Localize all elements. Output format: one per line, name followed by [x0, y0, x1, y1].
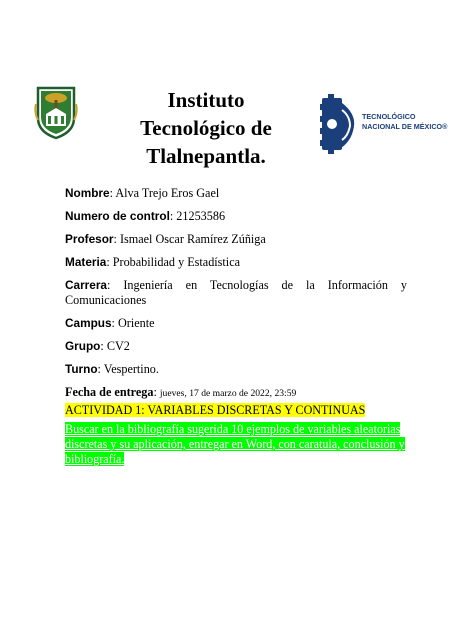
- control-row: [65, 209, 407, 224]
- campus-row: [65, 316, 407, 331]
- activity-title: [65, 403, 407, 418]
- fecha-label: Fecha de entrega: [65, 385, 154, 399]
- grupo-value: : CV2: [100, 339, 130, 353]
- tecnm-wordmark: [362, 112, 458, 132]
- profesor-value: : Ismael Oscar Ramírez Zúñiga: [113, 232, 266, 246]
- campus-label: Campus: [65, 316, 112, 330]
- institute-title: [82, 86, 330, 170]
- materia-row: [65, 255, 407, 270]
- turno-value: : Vespertino.: [97, 362, 159, 376]
- title-line-2: Tecnológico de Tlalnepantla.: [140, 116, 272, 168]
- tecnm-gear-logo-icon: [320, 92, 358, 156]
- activity-title-text: ACTIVIDAD 1: VARIABLES DISCRETAS Y CONTINUAS: [65, 403, 366, 417]
- turno-row: [65, 362, 407, 377]
- institute-logo-icon: [34, 84, 78, 140]
- student-info: [65, 186, 407, 401]
- fecha-colon: :: [153, 385, 160, 399]
- fecha-row: [65, 385, 407, 401]
- carrera-value: : Ingeniería en Tecnologías de la Información y Comunicaciones: [65, 278, 407, 307]
- profesor-label: Profesor: [65, 232, 114, 246]
- tecnm-line-2: NACIONAL DE MÉXICO®: [362, 122, 448, 131]
- grupo-label: Grupo: [65, 339, 101, 353]
- turno-label: Turno: [65, 362, 98, 376]
- materia-value: : Probabilidad y Estadística: [106, 255, 241, 269]
- nombre-label: Nombre: [65, 186, 110, 200]
- control-value: : 21253586: [169, 209, 226, 223]
- fecha-value: jueves, 17 de marzo de 2022, 23:59: [159, 388, 297, 399]
- carrera-row: [65, 278, 407, 308]
- activity-description-text: Buscar en la bibliografía sugerida 10 ejemplos de variables aleatorias discretas y su aplicación, entregar en Word, con caratula, conclusión y bibliografía.: [65, 422, 405, 466]
- activity-description: [65, 422, 407, 467]
- nombre-row: [65, 186, 407, 201]
- activity-section: [65, 403, 407, 467]
- carrera-label: Carrera: [65, 278, 107, 292]
- profesor-row: [65, 232, 407, 247]
- tecnm-line-1: TECNOLÓGICO: [362, 112, 416, 121]
- title-line-1: Instituto: [167, 88, 245, 112]
- materia-label: Materia: [65, 255, 107, 269]
- control-label: Numero de control: [65, 209, 170, 223]
- grupo-row: [65, 339, 407, 354]
- campus-value: : Oriente: [111, 316, 155, 330]
- nombre-value: : Alva Trejo Eros Gael: [109, 186, 220, 200]
